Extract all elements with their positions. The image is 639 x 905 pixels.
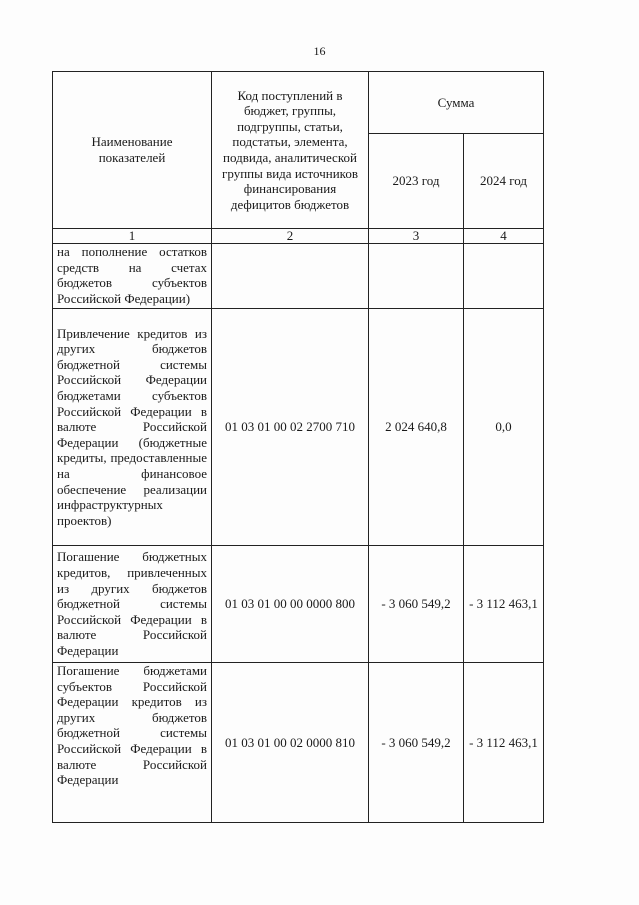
table-row: [53, 309, 544, 546]
table-row: [53, 546, 544, 663]
budget-table: [52, 71, 544, 823]
row-value-2023: - 3 060 549,2: [369, 663, 464, 823]
header-code: Код поступлений в бюджет, группы, подгруппы, статьи, подстатьи, элемента, подвида, аналитической группы вида источников финансирования дефицитов бюджетов: [212, 72, 369, 229]
row-name: Погашение бюджетных кредитов, привлеченных из других бюджетов бюджетной системы Российской Федерации в валюте Российской Федерации: [53, 546, 212, 663]
table-row: [53, 244, 544, 309]
row-name: на пополнение остатков средств на счетах бюджетов субъектов Российской Федерации): [53, 244, 212, 309]
row-value-2024: - 3 112 463,1: [464, 663, 544, 823]
column-number: 1: [53, 229, 212, 244]
column-numbers-row: [53, 229, 544, 244]
page-number: 16: [313, 44, 326, 58]
column-number: 3: [369, 229, 464, 244]
row-value-2024: [464, 244, 544, 309]
row-value-2023: 2 024 640,8: [369, 309, 464, 546]
row-code: 01 03 01 00 02 2700 710: [212, 309, 369, 546]
row-code: 01 03 01 00 02 0000 810: [212, 663, 369, 823]
row-value-2023: - 3 060 549,2: [369, 546, 464, 663]
row-value-2024: 0,0: [464, 309, 544, 546]
row-value-2023: [369, 244, 464, 309]
header-row: [53, 72, 544, 134]
column-number: 2: [212, 229, 369, 244]
column-number: 4: [464, 229, 544, 244]
header-name: Наименование показателей: [53, 72, 212, 229]
row-code: 01 03 01 00 00 0000 800: [212, 546, 369, 663]
row-code: [212, 244, 369, 309]
header-sum: Сумма: [369, 72, 544, 134]
header-year-2023: 2023 год: [369, 134, 464, 229]
row-value-2024: - 3 112 463,1: [464, 546, 544, 663]
row-name: Привлечение кредитов из других бюджетов бюджетной системы Российской Федерации бюджетами субъектов Российской Федерации в валюте Российской Федерации (бюджетные кредиты, предоставленные на финансовое обеспечение реализации инфраструктурных проектов): [53, 309, 212, 546]
header-year-2024: 2024 год: [464, 134, 544, 229]
row-name: Погашение бюджетами субъектов Российской Федерации кредитов из других бюджетов бюджетной системы Российской Федерации в валюте Российской Федерации: [53, 663, 212, 823]
table-row: [53, 663, 544, 823]
